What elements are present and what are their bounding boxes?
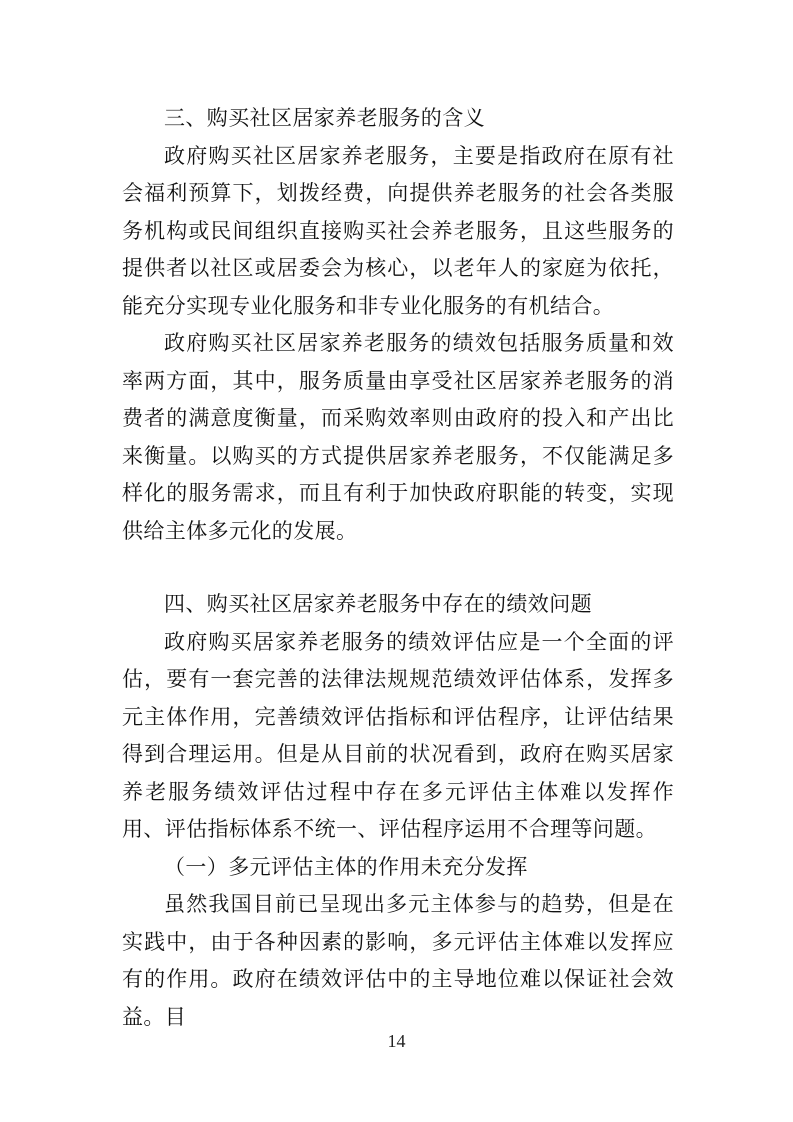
subsection-one-paragraph-1: 虽然我国目前已呈现出多元主体参与的趋势，但是在实践中，由于各种因素的影响，多元评估主体难以发挥应有的作用。政府在绩效评估中的主导地位难以保证社会效益。目 xyxy=(122,892,674,1029)
page-number: 14 xyxy=(387,1031,406,1051)
subsection-one-heading: （一）多元评估主体的作用未充分发挥 xyxy=(164,854,528,879)
section-three-paragraph-2: 政府购买社区居家养老服务的绩效包括服务质量和效率两方面，其中，服务质量由享受社区居家养老服务的消费者的满意度衡量，而采购效率则由政府的投入和产出比来衡量。以购买的方式提供居家养老服务，不仅能满足多样化的服务需求，而且有利于加快政府职能的转变，实现供给主体多元化的发展。 xyxy=(122,331,674,543)
section-three-heading: 三、购买社区居家养老服务的含义 xyxy=(164,106,485,130)
section-four xyxy=(122,586,674,1036)
section-four-paragraph-1: 政府购买居家养老服务的绩效评估应是一个全面的评估，要有一套完善的法律法规规范绩效评估体系，发挥多元主体作用，完善绩效评估指标和评估程序，让评估结果得到合理运用。但是从目前的状况看到，政府在购买居家养老服务绩效评估过程中存在多元评估主体难以发挥作用、评估指标体系不统一、评估程序运用不合理等问题。 xyxy=(122,629,674,841)
section-three xyxy=(122,100,674,550)
section-four-heading: 四、购买社区居家养老服务中存在的绩效问题 xyxy=(164,592,592,616)
section-three-paragraph-1: 政府购买社区居家养老服务，主要是指政府在原有社会福利预算下，划拨经费，向提供养老服务的社会各类服务机构或民间组织直接购买社会养老服务，且这些服务的提供者以社区或居委会为核心，以老年人的家庭为依托，能充分实现专业化服务和非专业化服务的有机结合。 xyxy=(122,143,674,318)
